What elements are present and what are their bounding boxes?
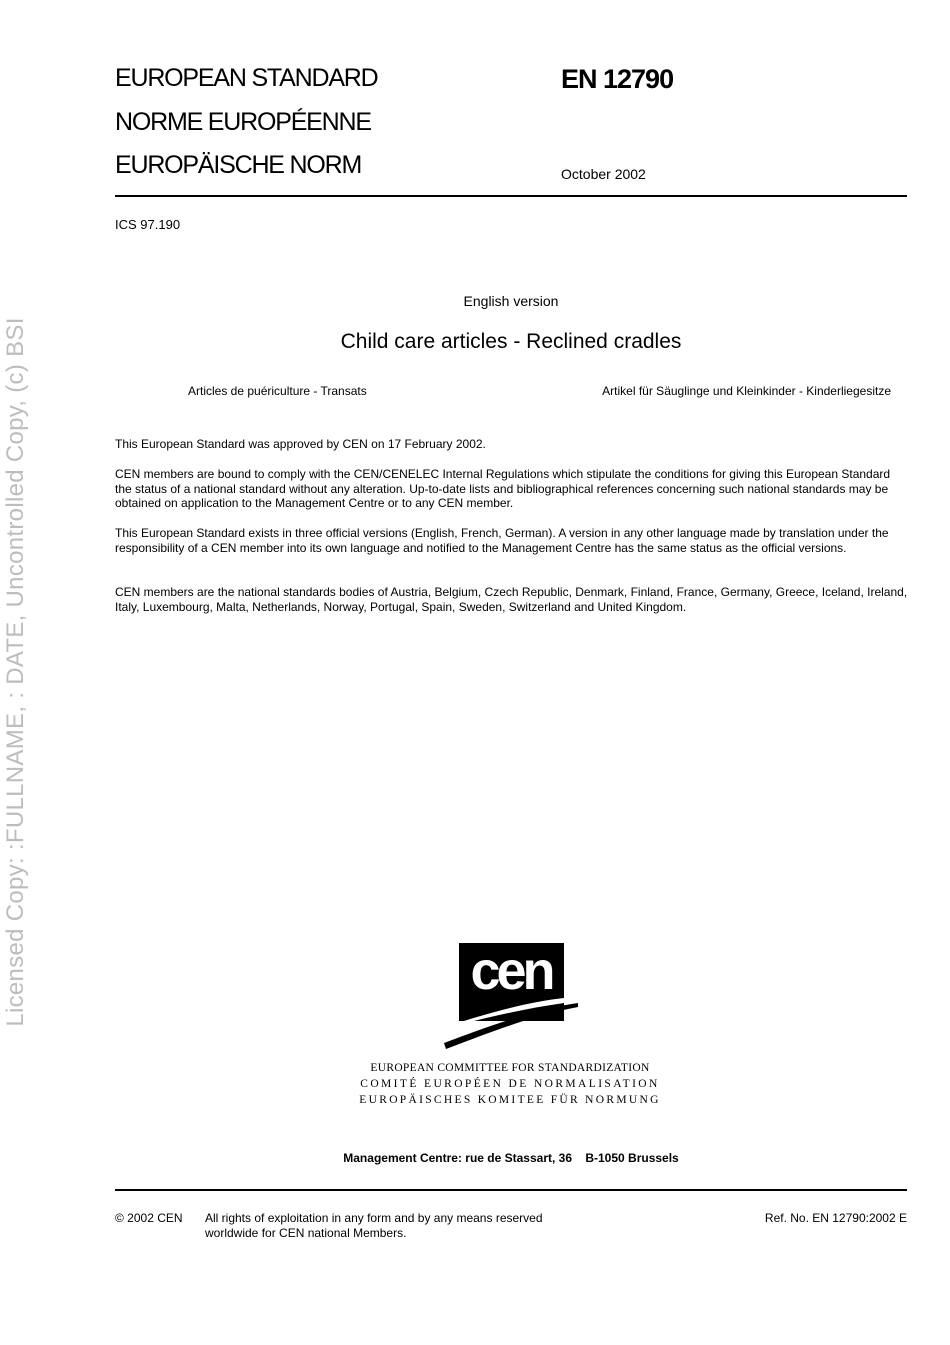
management-centre-address: Management Centre: rue de Stassart, 36 B-1050 Brussels bbox=[343, 1151, 679, 1165]
publication-date: October 2002 bbox=[561, 166, 646, 182]
title-fr: NORME EUROPÉENNE bbox=[115, 108, 371, 136]
committee-name-fr: COMITÉ EUROPÉEN DE NORMALISATION bbox=[360, 1078, 660, 1090]
title-en: EUROPEAN STANDARD bbox=[115, 64, 378, 92]
standard-number: EN 12790 bbox=[561, 64, 674, 94]
title-de: EUROPÄISCHE NORM bbox=[115, 151, 362, 179]
members-paragraph: CEN members are the national standards bodies of Austria, Belgium, Czech Republic, Denmark, Finland, France, Germany, Greece, Iceland, Ireland, Italy, Luxembourg, Malta, Netherlands, Norway, Portugal, Spain, Sweden, Switzerland and United Kingdom. bbox=[115, 585, 908, 614]
rights-line-1: All rights of exploitation in any form and by any means reserved bbox=[205, 1211, 543, 1225]
german-title: Artikel für Säuglinge und Kleinkinder - Kinderliegesitze bbox=[602, 384, 891, 398]
ics-code: ICS 97.190 bbox=[115, 217, 181, 232]
svg-text:cen: cen bbox=[470, 943, 552, 1001]
cen-logo bbox=[444, 943, 578, 1049]
reference-number: Ref. No. EN 12790:2002 E bbox=[764, 1211, 907, 1225]
versions-paragraph: This European Standard exists in three official versions (English, French, German). A version in any other language made by translation under the responsibility of a CEN member into its own language and notified to the Management Centre has the same status as the official versions. bbox=[115, 526, 889, 555]
watermark-text: Licensed Copy: :FULLNAME, : DATE, Uncontrolled Copy, (c) BSI bbox=[2, 317, 29, 1027]
approval-paragraph: This European Standard was approved by CEN on 17 February 2002. bbox=[115, 437, 486, 451]
language-version: English version bbox=[463, 293, 559, 309]
rights-line-2: worldwide for CEN national Members. bbox=[205, 1226, 407, 1240]
copyright-notice: © 2002 CEN bbox=[115, 1211, 183, 1225]
header-divider bbox=[115, 195, 907, 197]
committee-name-de: EUROPÄISCHES KOMITEE FÜR NORMUNG bbox=[359, 1094, 661, 1106]
footer-divider bbox=[115, 1189, 907, 1191]
regulations-paragraph: CEN members are bound to comply with the CEN/CENELEC Internal Regulations which stipulate the conditions for giving this European Standard the status of a national standard without any alteration. Up-to-date lists and bibliographical references concerning such national standards may be obtained on application to the Management Centre or to any CEN member. bbox=[115, 467, 891, 511]
committee-name-en: EUROPEAN COMMITTEE FOR STANDARDIZATION bbox=[370, 1062, 650, 1074]
document-title: Child care articles - Reclined cradles bbox=[340, 330, 682, 353]
rights-statement bbox=[205, 1211, 543, 1241]
french-title: Articles de puériculture - Transats bbox=[188, 384, 367, 398]
